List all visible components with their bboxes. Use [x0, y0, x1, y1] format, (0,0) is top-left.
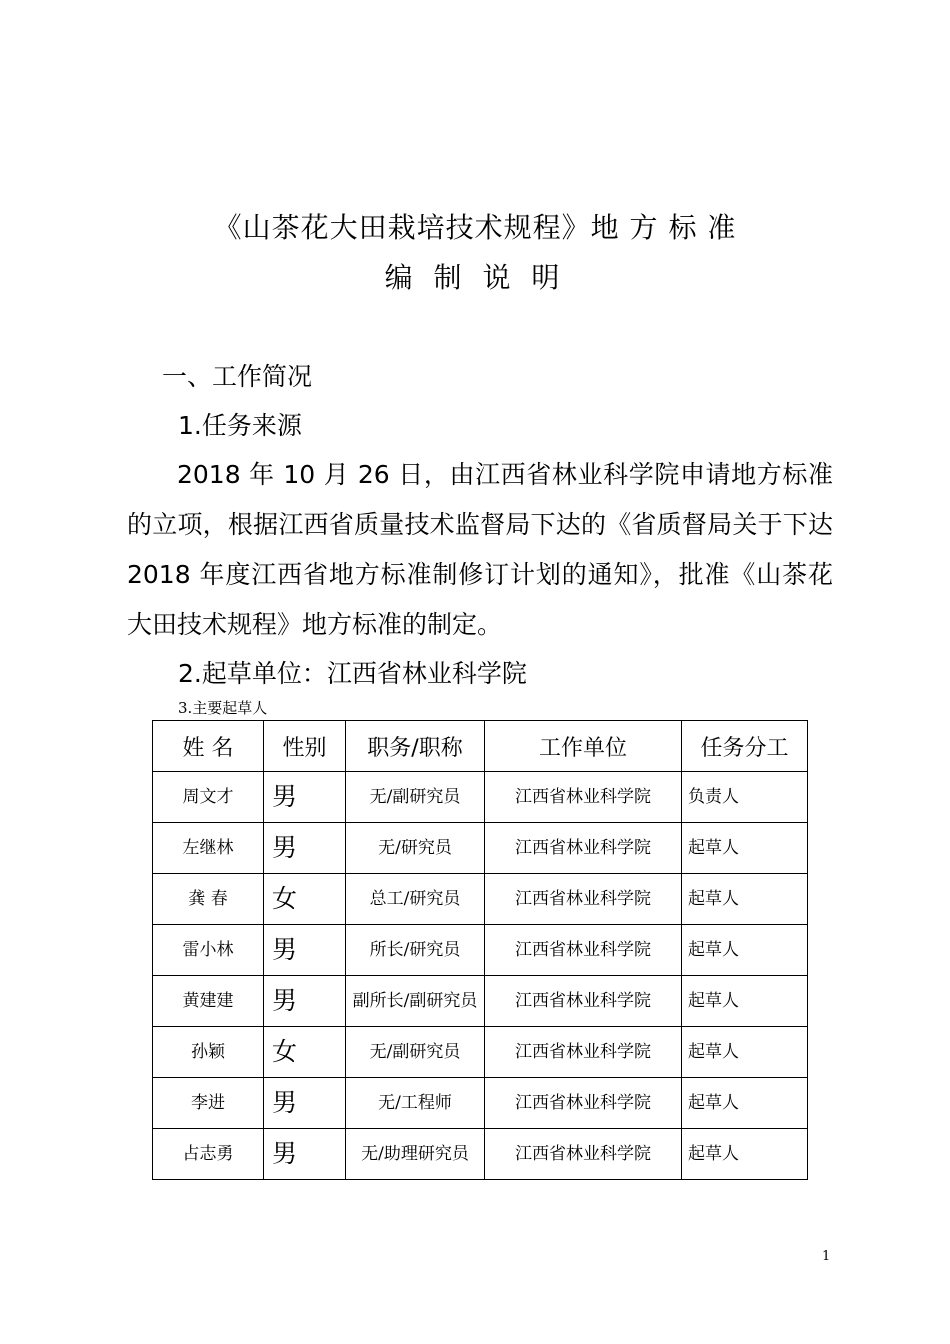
- cell-name: 黄建建: [153, 976, 264, 1027]
- cell-unit: 江西省林业科学院: [485, 1129, 682, 1180]
- table-row: [153, 1027, 808, 1078]
- cell-task: 起草人: [682, 1027, 808, 1078]
- table-row: [153, 823, 808, 874]
- cell-gender: 男: [264, 1129, 346, 1180]
- cell-gender: 男: [264, 823, 346, 874]
- document-subtitle: 编 制 说 明: [384, 261, 566, 294]
- cell-name: 周文才: [153, 772, 264, 823]
- cell-task: 负责人: [682, 772, 808, 823]
- table-caption: 3.主要起草人: [178, 699, 268, 717]
- cell-unit: 江西省林业科学院: [485, 1027, 682, 1078]
- cell-task: 起草人: [682, 1078, 808, 1129]
- drafting-unit-line: 2.起草单位：江西省林业科学院: [178, 659, 527, 688]
- header-gender: 性别: [264, 721, 346, 772]
- cell-title: 无/工程师: [346, 1078, 485, 1129]
- cell-task: 起草人: [682, 925, 808, 976]
- cell-task: 起草人: [682, 874, 808, 925]
- cell-name: 李进: [153, 1078, 264, 1129]
- cell-name: 占志勇: [153, 1129, 264, 1180]
- cell-name: 孙颖: [153, 1027, 264, 1078]
- cell-unit: 江西省林业科学院: [485, 823, 682, 874]
- drafters-table: [152, 720, 808, 1180]
- subsection-heading-task-source: 1.任务来源: [178, 411, 302, 440]
- header-name: 姓 名: [153, 721, 264, 772]
- cell-unit: 江西省林业科学院: [485, 874, 682, 925]
- header-title: 职务/职称: [346, 721, 485, 772]
- cell-title: 所长/研究员: [346, 925, 485, 976]
- table-row: [153, 874, 808, 925]
- cell-gender: 女: [264, 1027, 346, 1078]
- task-source-paragraph: 2018 年 10 月 26 日，由江西省林业科学院申请地方标准的立项，根据江西省质量技术监督局下达的《省质督局关于下达 2018 年度江西省地方标准制修订计划的通知》，批准《山茶花大田技术规程》地方标准的制定。: [127, 460, 833, 639]
- page-number: 1: [822, 1249, 831, 1264]
- table-row: [153, 976, 808, 1027]
- cell-unit: 江西省林业科学院: [485, 925, 682, 976]
- table-row: [153, 1078, 808, 1129]
- cell-title: 无/研究员: [346, 823, 485, 874]
- section-heading-work-overview: 一、工作简况: [162, 362, 313, 391]
- cell-name: 龚 春: [153, 874, 264, 925]
- cell-title: 总工/研究员: [346, 874, 485, 925]
- cell-unit: 江西省林业科学院: [485, 1078, 682, 1129]
- cell-gender: 男: [264, 976, 346, 1027]
- cell-gender: 男: [264, 772, 346, 823]
- cell-gender: 男: [264, 1078, 346, 1129]
- cell-task: 起草人: [682, 976, 808, 1027]
- cell-gender: 女: [264, 874, 346, 925]
- cell-title: 副所长/副研究员: [346, 976, 485, 1027]
- header-task: 任务分工: [682, 721, 808, 772]
- cell-title: 无/副研究员: [346, 772, 485, 823]
- cell-unit: 江西省林业科学院: [485, 976, 682, 1027]
- table-row: [153, 925, 808, 976]
- cell-task: 起草人: [682, 823, 808, 874]
- table-header-row: [153, 721, 808, 772]
- cell-name: 左继林: [153, 823, 264, 874]
- table-row: [153, 1129, 808, 1180]
- cell-title: 无/助理研究员: [346, 1129, 485, 1180]
- document-title: 《山茶花大田栽培技术规程》地 方 标 准: [213, 211, 737, 244]
- cell-unit: 江西省林业科学院: [485, 772, 682, 823]
- cell-name: 雷小林: [153, 925, 264, 976]
- cell-task: 起草人: [682, 1129, 808, 1180]
- cell-gender: 男: [264, 925, 346, 976]
- cell-title: 无/副研究员: [346, 1027, 485, 1078]
- header-unit: 工作单位: [485, 721, 682, 772]
- table-row: [153, 772, 808, 823]
